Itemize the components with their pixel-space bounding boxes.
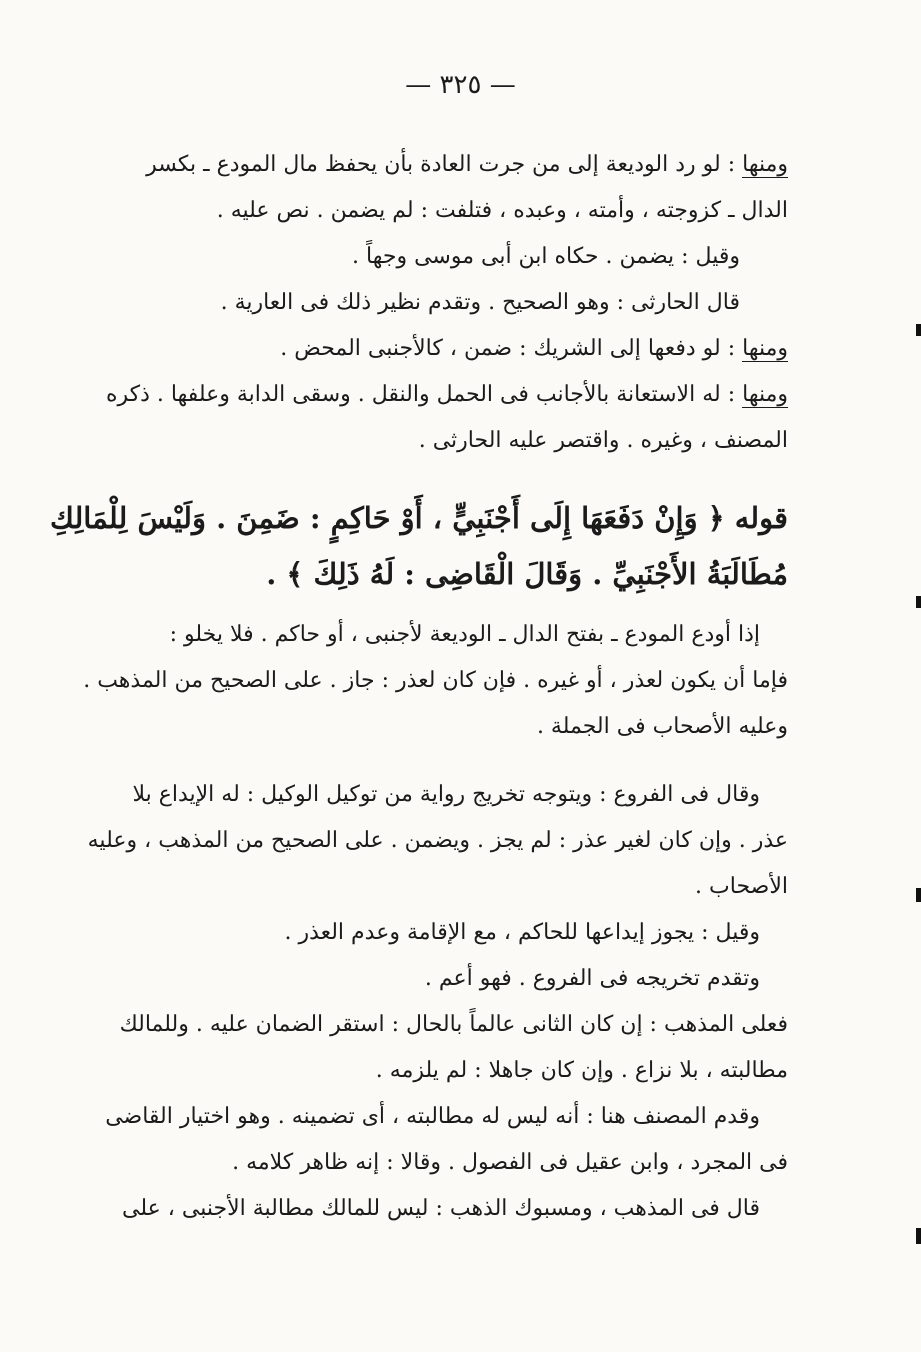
heading-line: مُطَالَبَةُ الأَجْنَبِيِّ . وَقَالَ الْقَاضِى : لَهُ ذَلِكَ ﴾ .: [266, 557, 788, 591]
text-line: وتقدم تخريجه فى الفروع . فهو أعم .: [424, 966, 760, 991]
text-line: ومنها : لو دفعها إلى الشريك : ضمن ، كالأجنبى المحض .: [280, 336, 788, 361]
page-number: — ٣٢٥ —: [405, 70, 516, 100]
text-line: قال الحارثى : وهو الصحيح . وتقدم نظير ذلك فى العارية .: [220, 290, 740, 315]
text-line: وقال فى الفروع : ويتوجه تخريج رواية من توكيل الوكيل : له الإيداع بلا: [132, 782, 760, 807]
edge-mark: [916, 1228, 921, 1244]
text-line: وعليه الأصحاب فى الجملة .: [536, 714, 788, 739]
edge-mark: [916, 324, 921, 336]
edge-mark: [916, 888, 921, 902]
text-line: وقيل : يجوز إيداعها للحاكم ، مع الإقامة وعدم العذر .: [284, 920, 760, 945]
edge-mark: [916, 596, 921, 608]
text-line: إذا أودع المودع ـ بفتح الدال ـ الوديعة لأجنبى ، أو حاكم . فلا يخلو :: [169, 622, 760, 647]
text-block: [87, 772, 788, 1232]
text-line: ومنها : له الاستعانة بالأجانب فى الحمل والنقل . وسقى الدابة وعلفها . ذكره: [105, 382, 788, 407]
text-line: وقيل : يضمن . حكاه ابن أبى موسى وجهاً .: [352, 244, 740, 269]
text-line: عذر . وإن كان لغير عذر : لم يجز . ويضمن . على الصحيح من المذهب ، وعليه: [87, 828, 788, 853]
heading-line: قوله ﴿ وَإِنْ دَفَعَهَا إِلَى أَجْنَبِيٍّ ، أَوْ حَاكِمٍ : ضَمِنَ . وَلَيْسَ لِلْمَالِكِ: [50, 501, 788, 535]
text-line: وقدم المصنف هنا : أنه ليس له مطالبته ، أى تضمينه . وهو اختيار القاضى: [105, 1104, 760, 1129]
text-line: فعلى المذهب : إن كان الثانى عالماً بالحال : استقر الضمان عليه . وللمالك: [119, 1012, 788, 1037]
text-line: الدال ـ كزوجته ، وأمته ، وعبده ، فتلفت : لم يضمن . نص عليه .: [216, 198, 788, 223]
text-block: [83, 612, 788, 750]
text-line: قال فى المذهب ، ومسبوك الذهب : ليس للمالك مطالبة الأجنبى ، على: [122, 1196, 760, 1221]
text-line: فى المجرد ، وابن عقيل فى الفصول . وقالا : إنه ظاهر كلامه .: [232, 1150, 788, 1175]
underlined-word: ومنها: [742, 152, 788, 177]
text-line: الأصحاب .: [695, 874, 788, 899]
text-line: ومنها : لو رد الوديعة إلى من جرت العادة بأن يحفظ مال المودع ـ بكسر: [146, 152, 788, 177]
underlined-word: ومنها: [742, 382, 788, 407]
quran-heading-block: [50, 490, 788, 602]
underlined-word: ومنها: [742, 336, 788, 361]
text-line: مطالبته ، بلا نزاع . وإن كان جاهلا : لم يلزمه .: [375, 1058, 788, 1083]
text-block: [105, 142, 788, 464]
text-line: المصنف ، وغيره . واقتصر عليه الحارثى .: [418, 428, 788, 453]
text-line: فإما أن يكون لعذر ، أو غيره . فإن كان لعذر : جاز . على الصحيح من المذهب .: [83, 668, 788, 693]
